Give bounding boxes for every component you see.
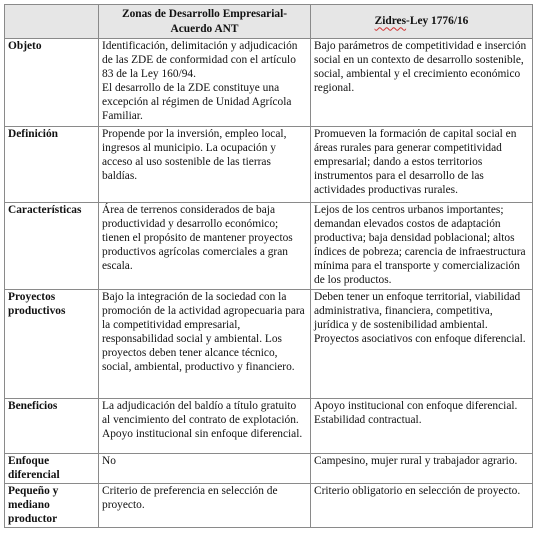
header-cell-empty	[5, 5, 99, 39]
table-body	[5, 39, 533, 528]
row-label: Objeto	[5, 39, 99, 127]
cell-paragraph: El desarrollo de la ZDE constituye una excepción al régimen de Unidad Agrícola Familiar.	[102, 82, 292, 123]
cell-zidres	[311, 39, 533, 127]
header-row	[5, 5, 533, 39]
table-row	[5, 290, 533, 399]
cell-zde	[99, 39, 311, 127]
cell-zde	[99, 290, 311, 399]
cell-paragraph: Bajo parámetros de competitividad e inserción social en un contexto de desarrollo sostenible, social, ambiental y el crecimiento económico regional.	[314, 40, 527, 95]
cell-paragraph: Campesino, mujer rural y trabajador agrario.	[314, 455, 518, 467]
row-label: Definición	[5, 127, 99, 203]
cell-paragraph: Apoyo institucional con enfoque diferencial. Estabilidad contractual.	[314, 400, 518, 427]
cell-paragraph: Área de terrenos considerados de baja productividad y desarrollo económico; tienen el propósito de mantener proyectos productivos agrícolas comerciales a gran escala.	[102, 204, 293, 273]
row-label: Enfoque diferencial	[5, 454, 99, 484]
table-row	[5, 454, 533, 484]
cell-paragraph: Lejos de los centros urbanos importantes; demandan elevados costos de adaptación productiva; baja densidad poblacional; altos índices de pobreza; carencia de infraestructura mínima para el transporte y comercialización de los productos.	[314, 204, 526, 287]
header-cell-zidres	[311, 5, 533, 39]
cell-zidres	[311, 127, 533, 203]
cell-paragraph: Propende por la inversión, empleo local, ingresos al municipio. La ocupación y acceso al uso sostenible de las tierras baldías.	[102, 128, 287, 183]
table-header	[5, 5, 533, 39]
cell-zidres	[311, 454, 533, 484]
comparison-table	[4, 4, 533, 528]
cell-zde	[99, 454, 311, 484]
table-row	[5, 127, 533, 203]
cell-zde	[99, 127, 311, 203]
row-label: Características	[5, 203, 99, 290]
cell-paragraph: Identificación, delimitación y adjudicación de las ZDE de conformidad con el artículo 83 de la Ley 160/94.	[102, 40, 298, 81]
table-row	[5, 203, 533, 290]
cell-paragraph: Proyectos asociativos con enfoque diferencial.	[314, 333, 526, 346]
cell-paragraph: Deben tener un enfoque territorial, viabilidad administrativa, financiera, competitiva, jurídica y de sostenibilidad ambiental.	[314, 291, 521, 332]
cell-zde	[99, 203, 311, 290]
row-label: Beneficios	[5, 399, 99, 454]
cell-zidres	[311, 484, 533, 528]
cell-paragraph: La adjudicación del baldío a título gratuito al vencimiento del contrato de explotación. Apoyo institucional sin enfoque diferencial.	[102, 400, 303, 441]
table-row	[5, 39, 533, 127]
row-label: Proyectos productivos	[5, 290, 99, 399]
header-cell-zde: Zonas de Desarrollo Empresarial- Acuerdo ANT	[99, 5, 311, 39]
table-row	[5, 484, 533, 528]
cell-zidres	[311, 290, 533, 399]
cell-paragraph: Bajo la integración de la sociedad con la promoción de la actividad agropecuaria para la competitividad empresarial, responsabilidad social y ambiental. Los proyectos deben tener alcance técnico, social, ambiental, productivo y financiero.	[102, 291, 305, 374]
cell-paragraph: Criterio obligatorio en selección de proyecto.	[314, 485, 521, 498]
cell-zde	[99, 484, 311, 528]
cell-zde	[99, 399, 311, 454]
table-row	[5, 399, 533, 454]
cell-paragraph: Criterio de preferencia en selección de proyecto.	[102, 485, 278, 512]
cell-zidres	[311, 203, 533, 290]
spellcheck-word: Zidres	[374, 15, 407, 28]
cell-paragraph: Promueven la formación de capital social en áreas rurales para generar competitividad empresarial; dando a estos territorios instrumentos para el desarrollo de las actividades productivas rurales.	[314, 128, 517, 197]
cell-zidres	[311, 399, 533, 454]
header-zidres-rest: -Ley 1776/16	[406, 15, 469, 28]
cell-paragraph: No	[102, 455, 116, 467]
row-label: Pequeño y mediano productor	[5, 484, 99, 528]
